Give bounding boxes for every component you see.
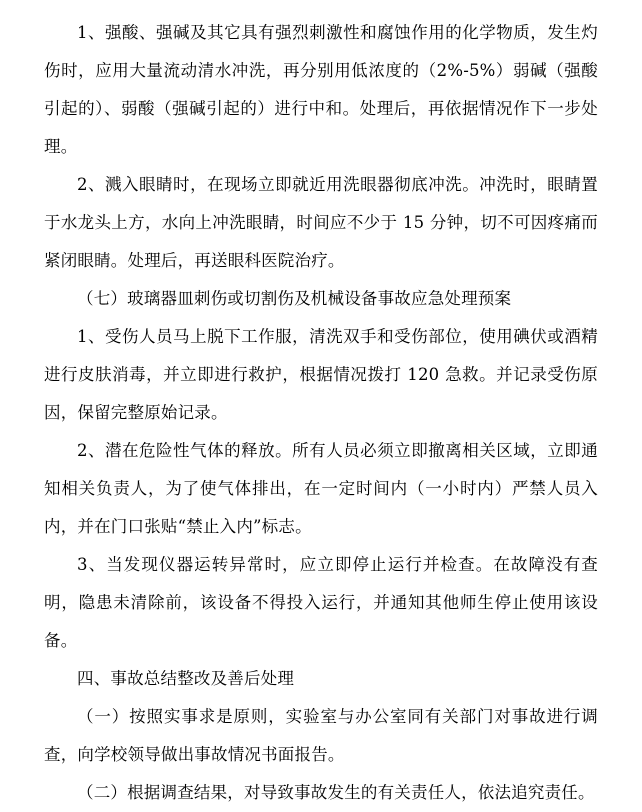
paragraph-9: （二）根据调查结果，对导致事故发生的有关责任人，依法追究责任。 xyxy=(77,783,595,802)
paragraph-5: 2、潜在危险性气体的释放。所有人员必须立即撤离相关区域，立即通知相关负责人，为了使气体排出，在一定时间内（一小时内）严禁人员入内，并在门口张贴“禁止入内”标志。 xyxy=(44,441,598,536)
section-heading-four: 四、事故总结整改及善后处理 xyxy=(77,669,295,688)
paragraph-4: 1、受伤人员马上脱下工作服，清洗双手和受伤部位，使用碘伏或酒精进行皮肤消毒，并立即进行救护，根据情况拨打 120 急救。并记录受伤原因，保留完整原始记录。 xyxy=(44,327,598,422)
paragraph-2: 2、溅入眼睛时，在现场立即就近用洗眼器彻底冲洗。冲洗时，眼睛置于水龙头上方，水向上冲洗眼睛，时间应不少于 15 分钟，切不可因疼痛而紧闭眼睛。处理后，再送眼科医院治疗。 xyxy=(44,175,598,270)
paragraph-1: 1、强酸、强碱及其它具有强烈刺激性和腐蚀作用的化学物质，发生灼伤时，应用大量流动清水冲洗，再分别用低浓度的（2%-5%）弱碱（强酸引起的）、弱酸（强碱引起的）进行中和。处理后，再依据情况作下一步处理。 xyxy=(44,23,598,156)
section-heading-seven: （七）玻璃器皿刺伤或切割伤及机械设备事故应急处理预案 xyxy=(77,289,512,308)
paragraph-8: （一）按照实事求是原则，实验室与办公室同有关部门对事故进行调查，向学校领导做出事故情况书面报告。 xyxy=(44,707,598,764)
paragraph-6: 3、当发现仪器运转异常时，应立即停止运行并检查。在故障没有查明，隐患未清除前，该设备不得投入运行，并通知其他师生停止使用该设备。 xyxy=(44,555,598,650)
